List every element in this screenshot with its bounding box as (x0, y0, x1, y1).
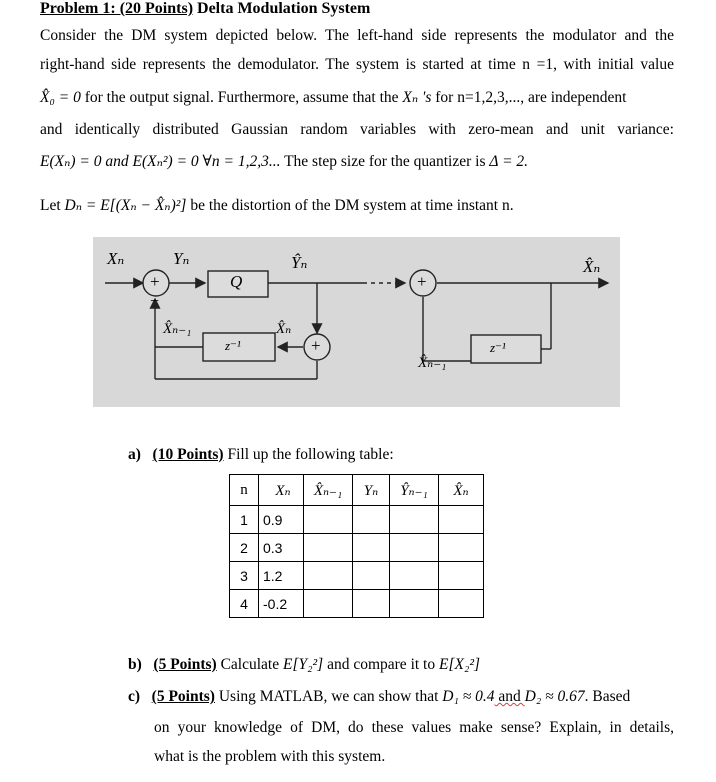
label-xhat-prev: X̂ₙ₋₁ (163, 321, 192, 337)
part-c-label: c) (128, 688, 141, 705)
expectation-math: E(Xₙ) = 0 and E(Xₙ²) = 0 ∀n = 1,2,3... (40, 153, 281, 170)
part-c-text-b: . Based (584, 688, 631, 705)
distortion-definition (40, 196, 514, 215)
part-c-line-3: what is the problem with this system. (154, 748, 386, 765)
problem-title (40, 0, 370, 18)
part-b-points: (5 Points) (153, 656, 217, 673)
cell-xn: 0.9 (259, 506, 304, 534)
minus-mod: − (150, 293, 160, 310)
intro-line-2: right-hand side represents the demodulator. The system is started at time n =1, with initial value (40, 56, 674, 73)
cell-xn: 1.2 (259, 562, 304, 590)
table-row (230, 534, 484, 562)
label-delay-left: z⁻¹ (225, 338, 241, 353)
part-b-text-a: Calculate (216, 656, 283, 673)
part-c-text-a: Using MATLAB, we can show that (214, 688, 443, 705)
label-yhat: Ŷₙ (291, 253, 308, 272)
cell-n: 2 (230, 534, 259, 562)
cell-empty[interactable] (439, 534, 484, 562)
intro-line-4: and identically distributed Gaussian random variables with zero-mean and unit variance: (40, 121, 674, 138)
cell-n: 4 (230, 590, 259, 618)
cell-xn: -0.2 (259, 590, 304, 618)
label-delay-right: z⁻¹ (490, 340, 506, 355)
cell-empty[interactable] (390, 506, 439, 534)
part-b-math-b: E[X₂²] (438, 656, 481, 673)
col-yn: Yₙ (353, 475, 390, 506)
part-a-text: Fill up the following table: (223, 446, 394, 463)
part-b-text-b: and compare it to (323, 656, 439, 673)
intro-line-3 (40, 88, 674, 107)
initial-value-math: X̂₀ = 0 (40, 89, 81, 106)
cell-empty[interactable] (353, 506, 390, 534)
intro-line-5 (40, 152, 528, 171)
distortion-text: be the distortion of the DM system at time instant n. (186, 197, 514, 214)
label-xn: Xₙ (107, 249, 125, 268)
col-xhat-prev: X̂ₙ₋₁ (304, 475, 353, 506)
intro-line-1: Consider the DM system depicted below. The left-hand side represents the modulator and the (40, 27, 674, 44)
cell-empty[interactable] (353, 562, 390, 590)
cell-empty[interactable] (304, 590, 353, 618)
table-header-row (230, 475, 484, 506)
col-xhat: X̂ₙ (439, 475, 484, 506)
table-row (230, 506, 484, 534)
cell-empty[interactable] (439, 562, 484, 590)
col-yhat-prev: Ŷₙ₋₁ (390, 475, 439, 506)
part-a-heading (128, 446, 394, 464)
intro-line-3-tail: for n=1,2,3,..., are independent (431, 89, 627, 106)
plus-mod: + (150, 272, 160, 291)
label-q: Q (230, 272, 243, 291)
label-xhat-out: X̂ₙ (583, 257, 601, 276)
cell-empty[interactable] (390, 590, 439, 618)
cell-empty[interactable] (304, 534, 353, 562)
part-c-and: and (494, 688, 525, 705)
problem-title-topic: Delta Modulation System (193, 0, 371, 17)
cell-empty[interactable] (353, 534, 390, 562)
delta-math: Δ = 2. (489, 153, 529, 170)
part-c-d2: D₂ ≈ 0.67 (524, 688, 585, 705)
table-row (230, 590, 484, 618)
plus-local: + (311, 336, 321, 355)
part-c-line-1 (128, 688, 630, 706)
intro-line-3-text: for the output signal. Furthermore, assume that the (80, 89, 403, 106)
cell-empty[interactable] (304, 562, 353, 590)
part-a-points: (10 Points) (152, 446, 224, 463)
part-c-d1: D₁ ≈ 0.4 (442, 688, 495, 705)
plus-demod: + (417, 272, 427, 291)
col-xn: Xₙ (259, 475, 304, 506)
part-c-points: (5 Points) (151, 688, 215, 705)
cell-empty[interactable] (390, 562, 439, 590)
step-size-text: The step size for the quantizer is (280, 153, 490, 170)
cell-empty[interactable] (439, 590, 484, 618)
label-xhat-prev-right: X̂ₙ₋₁ (418, 355, 447, 371)
cell-xn: 0.3 (259, 534, 304, 562)
cell-n: 3 (230, 562, 259, 590)
part-a-label: a) (128, 446, 141, 463)
part-c-line-2: on your knowledge of DM, do these values make sense? Explain, in details, (154, 719, 674, 736)
col-n: n (230, 475, 259, 506)
cell-empty[interactable] (439, 506, 484, 534)
cell-n: 1 (230, 506, 259, 534)
label-yn: Yₙ (173, 249, 190, 268)
delay-box-right (471, 335, 541, 363)
distortion-math: Dₙ = E[(Xₙ − X̂ₙ)²] (64, 197, 187, 214)
cell-empty[interactable] (304, 506, 353, 534)
xn-math: Xₙ 's (402, 89, 432, 106)
table-row (230, 562, 484, 590)
part-b-label: b) (128, 656, 142, 673)
dm-table (229, 474, 484, 618)
problem-title-number: Problem 1: (20 Points) (40, 0, 194, 17)
cell-empty[interactable] (353, 590, 390, 618)
dm-block-diagram (93, 237, 620, 407)
part-b (128, 656, 480, 674)
cell-empty[interactable] (390, 534, 439, 562)
label-xhat-fb: X̂ₙ (276, 321, 292, 337)
distortion-let: Let (40, 197, 65, 214)
part-b-math-a: E[Y₂²] (283, 656, 324, 673)
